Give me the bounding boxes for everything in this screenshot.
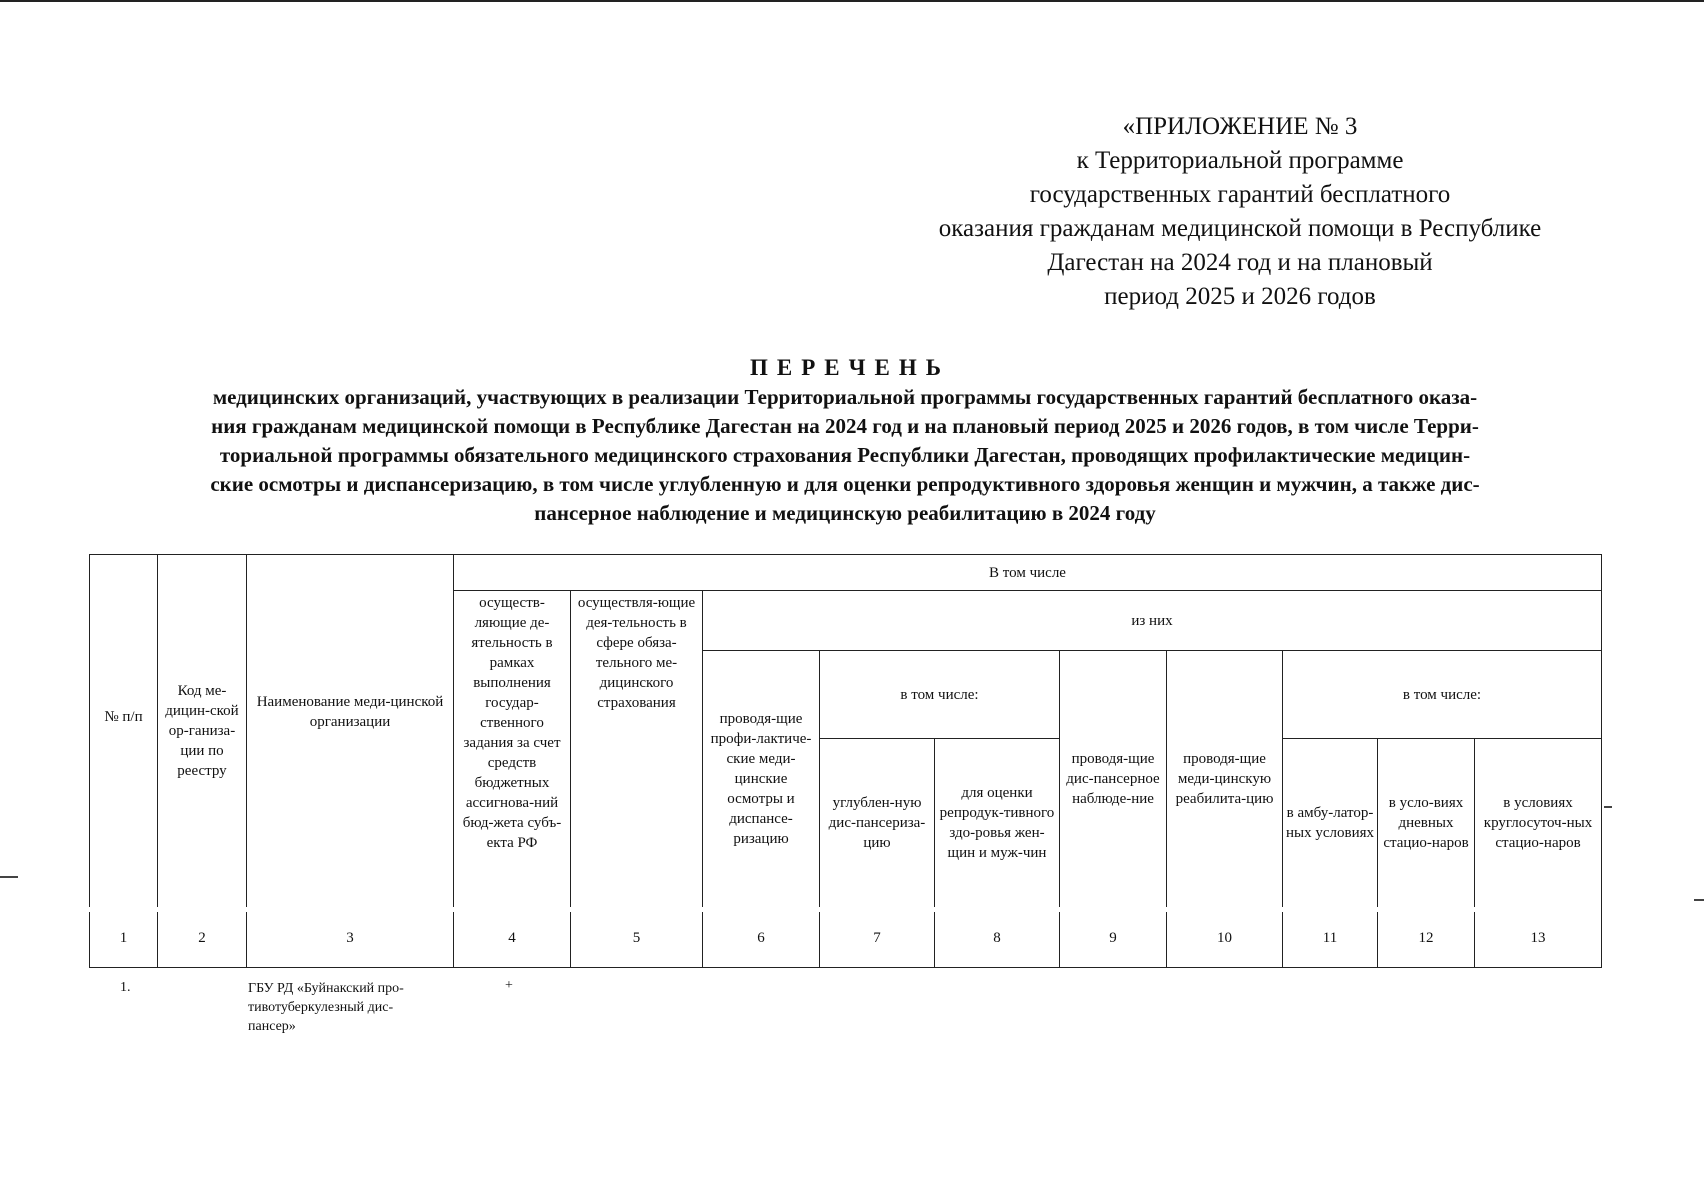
header-dispensary: проводя-щие дис-пансерное наблюде-ние — [1060, 651, 1167, 908]
header-day-hospital: в усло-виях дневных стацио-наров — [1378, 739, 1475, 908]
subtitle-line: ния гражданам медицинской помощи в Республике Дагестан на 2024 год и на плановый период 2025 и 2026 годов, в том числе Терри- — [211, 414, 1479, 438]
document-title: ПЕРЕЧЕНЬ — [750, 355, 950, 380]
header-including-2: в том числе: — [1283, 651, 1602, 739]
header-code: Код ме-дицин-ской ор-ганиза-ции по реестру — [158, 555, 247, 908]
header-prophylactic: проводя-щие профи-лактиче-ские меди-цинские осмотры и диспансе-ризацию — [703, 651, 820, 908]
column-number: 10 — [1167, 908, 1283, 968]
header-reproductive: для оценки репродук-тивного здо-ровья жен-щин и муж-чин — [935, 739, 1060, 908]
row-organization-name: ГБУ РД «Буйнакский про-тивотуберкулезный дис-пансер» — [248, 981, 404, 1034]
header-of-them: из них — [703, 591, 1602, 651]
column-number: 11 — [1283, 908, 1378, 968]
header-including-1: в том числе: — [820, 651, 1060, 739]
column-number: 5 — [571, 908, 703, 968]
subtitle-line: ские осмотры и диспансеризацию, в том числе углубленную и для оценки репродуктивного здоровья женщин и мужчин, а также дис- — [210, 472, 1480, 496]
appendix-line: оказания гражданам медицинской помощи в Республике — [938, 215, 1542, 242]
header-deep: углублен-ную дис-пансериза-цию — [820, 739, 935, 908]
scan-mark — [0, 876, 18, 878]
header-ambulatory: в амбу-латор-ных условиях — [1283, 739, 1378, 908]
column-number: 4 — [454, 908, 571, 968]
document-subtitle — [85, 383, 1605, 528]
column-number: 8 — [935, 908, 1060, 968]
row-number: 1. — [120, 980, 131, 995]
header-separator-gap — [89, 907, 1601, 912]
appendix-line: к Территориальной программе — [1076, 147, 1404, 174]
appendix-line: «ПРИЛОЖЕНИЕ № 3 — [1122, 113, 1358, 140]
column-number: 6 — [703, 908, 820, 968]
appendix-line: период 2025 и 2026 годов — [1104, 283, 1376, 310]
subtitle-line: пансерное наблюдение и медицинскую реабилитацию в 2024 году — [534, 501, 1156, 525]
scan-mark — [1604, 806, 1612, 808]
appendix-line: государственных гарантий бесплатного — [1029, 181, 1451, 208]
header-num: № п/п — [90, 555, 158, 908]
header-including: В том числе — [454, 555, 1602, 591]
appendix-line: Дагестан на 2024 год и на плановый — [1047, 249, 1433, 276]
top-border-line — [0, 0, 1704, 2]
subtitle-line: медицинских организаций, участвующих в реализации Территориальной программы государственных гарантий бесплатного оказа- — [212, 385, 1478, 409]
scan-mark — [1694, 899, 1704, 901]
column-number: 1 — [90, 908, 158, 968]
header-round-clock: в условиях круглосуточ-ных стацио-наров — [1475, 739, 1602, 908]
header-name: Наименование меди-цинской организации — [247, 555, 454, 908]
organizations-table — [89, 554, 1602, 968]
subtitle-line: ториальной программы обязательного медицинского страхования Республики Дагестан, проводящих профилактические медицин- — [219, 443, 1471, 467]
column-number: 12 — [1378, 908, 1475, 968]
appendix-header — [880, 110, 1600, 314]
column-number: 13 — [1475, 908, 1602, 968]
column-number: 2 — [158, 908, 247, 968]
header-rehab: проводя-щие меди-цинскую реабилита-цию — [1167, 651, 1283, 908]
header-budget: осуществ-ляющие де-ятельность в рамках выполнения государ-ственного задания за счет средств бюджетных ассигнова-ний бюд-жета субъ-екта РФ — [454, 591, 571, 908]
header-oms: осуществля-ющие дея-тельность в сфере обяза-тельного ме-дицинского страхования — [571, 591, 703, 908]
row-budget-mark: + — [505, 978, 513, 993]
column-number: 3 — [247, 908, 454, 968]
column-number: 9 — [1060, 908, 1167, 968]
column-number: 7 — [820, 908, 935, 968]
